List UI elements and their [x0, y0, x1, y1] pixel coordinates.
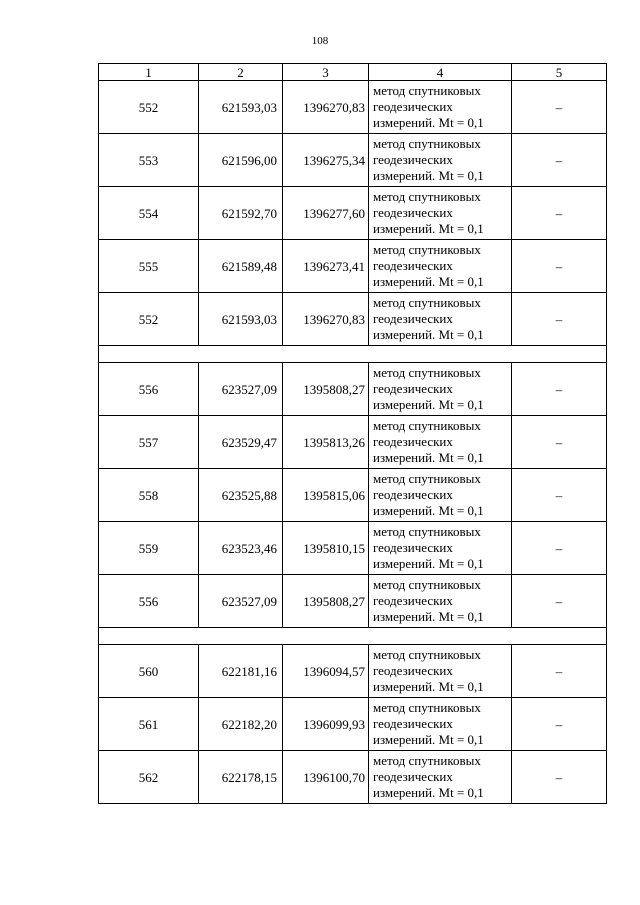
method-text-line: геодезических — [373, 487, 453, 502]
y-coordinate-cell: 1396277,60 — [283, 187, 369, 240]
point-number-cell: 554 — [99, 187, 199, 240]
method-text-line: измерений. Mt = 0,1 — [373, 221, 484, 236]
method-text-line: измерений. Mt = 0,1 — [373, 503, 484, 518]
method-text-line: метод спутниковых — [373, 418, 481, 433]
method-text-line: метод спутниковых — [373, 365, 481, 380]
method-text-line: измерений. Mt = 0,1 — [373, 168, 484, 183]
error-cell: – — [512, 134, 607, 187]
method-text-line: метод спутниковых — [373, 83, 481, 98]
method-cell — [369, 522, 512, 575]
y-coordinate-cell: 1395815,06 — [283, 469, 369, 522]
column-header: 1 — [99, 64, 199, 81]
x-coordinate-cell: 623527,09 — [199, 363, 283, 416]
y-coordinate-cell: 1395810,15 — [283, 522, 369, 575]
x-coordinate-cell: 621589,48 — [199, 240, 283, 293]
method-text-line: метод спутниковых — [373, 471, 481, 486]
y-coordinate-cell: 1395813,26 — [283, 416, 369, 469]
header-row — [99, 64, 607, 81]
method-text-line: геодезических — [373, 769, 453, 784]
x-coordinate-cell: 623527,09 — [199, 575, 283, 628]
method-text-line: метод спутниковых — [373, 577, 481, 592]
point-number-cell: 560 — [99, 645, 199, 698]
x-coordinate-cell: 622178,15 — [199, 751, 283, 804]
method-text-line: геодезических — [373, 381, 453, 396]
page-number: 108 — [311, 35, 329, 47]
table-row — [99, 522, 607, 575]
method-text-line: измерений. Mt = 0,1 — [373, 785, 484, 800]
x-coordinate-cell: 623525,88 — [199, 469, 283, 522]
table-row — [99, 469, 607, 522]
column-header: 2 — [199, 64, 283, 81]
method-text-line: метод спутниковых — [373, 189, 481, 204]
table-row — [99, 416, 607, 469]
table-row — [99, 575, 607, 628]
error-cell: – — [512, 645, 607, 698]
point-number-cell: 553 — [99, 134, 199, 187]
error-cell: – — [512, 293, 607, 346]
y-coordinate-cell: 1396099,93 — [283, 698, 369, 751]
method-text-line: метод спутниковых — [373, 295, 481, 310]
y-coordinate-cell: 1395808,27 — [283, 575, 369, 628]
x-coordinate-cell: 623523,46 — [199, 522, 283, 575]
error-cell: – — [512, 240, 607, 293]
x-coordinate-cell: 621593,03 — [199, 293, 283, 346]
error-cell: – — [512, 575, 607, 628]
y-coordinate-cell: 1396270,83 — [283, 81, 369, 134]
method-cell — [369, 134, 512, 187]
method-text-line: измерений. Mt = 0,1 — [373, 732, 484, 747]
error-cell: – — [512, 751, 607, 804]
method-cell — [369, 751, 512, 804]
group-separator-cell — [99, 628, 607, 645]
y-coordinate-cell: 1396270,83 — [283, 293, 369, 346]
method-text-line: геодезических — [373, 152, 453, 167]
error-cell: – — [512, 522, 607, 575]
method-text-line: геодезических — [373, 258, 453, 273]
x-coordinate-cell: 622181,16 — [199, 645, 283, 698]
error-cell: – — [512, 187, 607, 240]
method-text-line: измерений. Mt = 0,1 — [373, 327, 484, 342]
table-row — [99, 240, 607, 293]
point-number-cell: 558 — [99, 469, 199, 522]
method-cell — [369, 240, 512, 293]
column-header: 3 — [283, 64, 369, 81]
method-text-line: геодезических — [373, 716, 453, 731]
method-text-line: измерений. Mt = 0,1 — [373, 115, 484, 130]
group-separator-row — [99, 628, 607, 645]
coordinates-table — [98, 63, 607, 804]
table-row — [99, 81, 607, 134]
table-row — [99, 187, 607, 240]
method-text-line: метод спутниковых — [373, 524, 481, 539]
method-text-line: метод спутниковых — [373, 647, 481, 662]
table-row — [99, 645, 607, 698]
method-text-line: метод спутниковых — [373, 242, 481, 257]
point-number-cell: 561 — [99, 698, 199, 751]
method-cell — [369, 81, 512, 134]
table-row — [99, 698, 607, 751]
point-number-cell: 559 — [99, 522, 199, 575]
method-text-line: измерений. Mt = 0,1 — [373, 679, 484, 694]
method-cell — [369, 575, 512, 628]
table-row — [99, 363, 607, 416]
column-header: 4 — [369, 64, 512, 81]
method-text-line: геодезических — [373, 205, 453, 220]
method-text-line: измерений. Mt = 0,1 — [373, 609, 484, 624]
table-row — [99, 134, 607, 187]
x-coordinate-cell: 621596,00 — [199, 134, 283, 187]
method-text-line: измерений. Mt = 0,1 — [373, 450, 484, 465]
error-cell: – — [512, 363, 607, 416]
y-coordinate-cell: 1396275,34 — [283, 134, 369, 187]
method-cell — [369, 363, 512, 416]
method-text-line: геодезических — [373, 434, 453, 449]
group-separator-cell — [99, 346, 607, 363]
method-cell — [369, 416, 512, 469]
method-text-line: метод спутниковых — [373, 700, 481, 715]
table-row — [99, 293, 607, 346]
x-coordinate-cell: 622182,20 — [199, 698, 283, 751]
x-coordinate-cell: 623529,47 — [199, 416, 283, 469]
point-number-cell: 556 — [99, 363, 199, 416]
method-cell — [369, 293, 512, 346]
method-text-line: измерений. Mt = 0,1 — [373, 397, 484, 412]
method-text-line: геодезических — [373, 540, 453, 555]
error-cell: – — [512, 698, 607, 751]
error-cell: – — [512, 416, 607, 469]
point-number-cell: 552 — [99, 293, 199, 346]
y-coordinate-cell: 1395808,27 — [283, 363, 369, 416]
point-number-cell: 552 — [99, 81, 199, 134]
method-text-line: геодезических — [373, 663, 453, 678]
x-coordinate-cell: 621593,03 — [199, 81, 283, 134]
table-row — [99, 751, 607, 804]
method-cell — [369, 698, 512, 751]
method-text-line: метод спутниковых — [373, 136, 481, 151]
method-cell — [369, 469, 512, 522]
method-text-line: геодезических — [373, 99, 453, 114]
y-coordinate-cell: 1396273,41 — [283, 240, 369, 293]
group-separator-row — [99, 346, 607, 363]
method-text-line: измерений. Mt = 0,1 — [373, 556, 484, 571]
point-number-cell: 556 — [99, 575, 199, 628]
column-header: 5 — [512, 64, 607, 81]
point-number-cell: 557 — [99, 416, 199, 469]
table-body — [99, 81, 607, 804]
point-number-cell: 562 — [99, 751, 199, 804]
error-cell: – — [512, 469, 607, 522]
method-text-line: геодезических — [373, 593, 453, 608]
point-number-cell: 555 — [99, 240, 199, 293]
y-coordinate-cell: 1396094,57 — [283, 645, 369, 698]
method-text-line: метод спутниковых — [373, 753, 481, 768]
method-cell — [369, 645, 512, 698]
method-cell — [369, 187, 512, 240]
method-text-line: измерений. Mt = 0,1 — [373, 274, 484, 289]
y-coordinate-cell: 1396100,70 — [283, 751, 369, 804]
error-cell: – — [512, 81, 607, 134]
method-text-line: геодезических — [373, 311, 453, 326]
x-coordinate-cell: 621592,70 — [199, 187, 283, 240]
